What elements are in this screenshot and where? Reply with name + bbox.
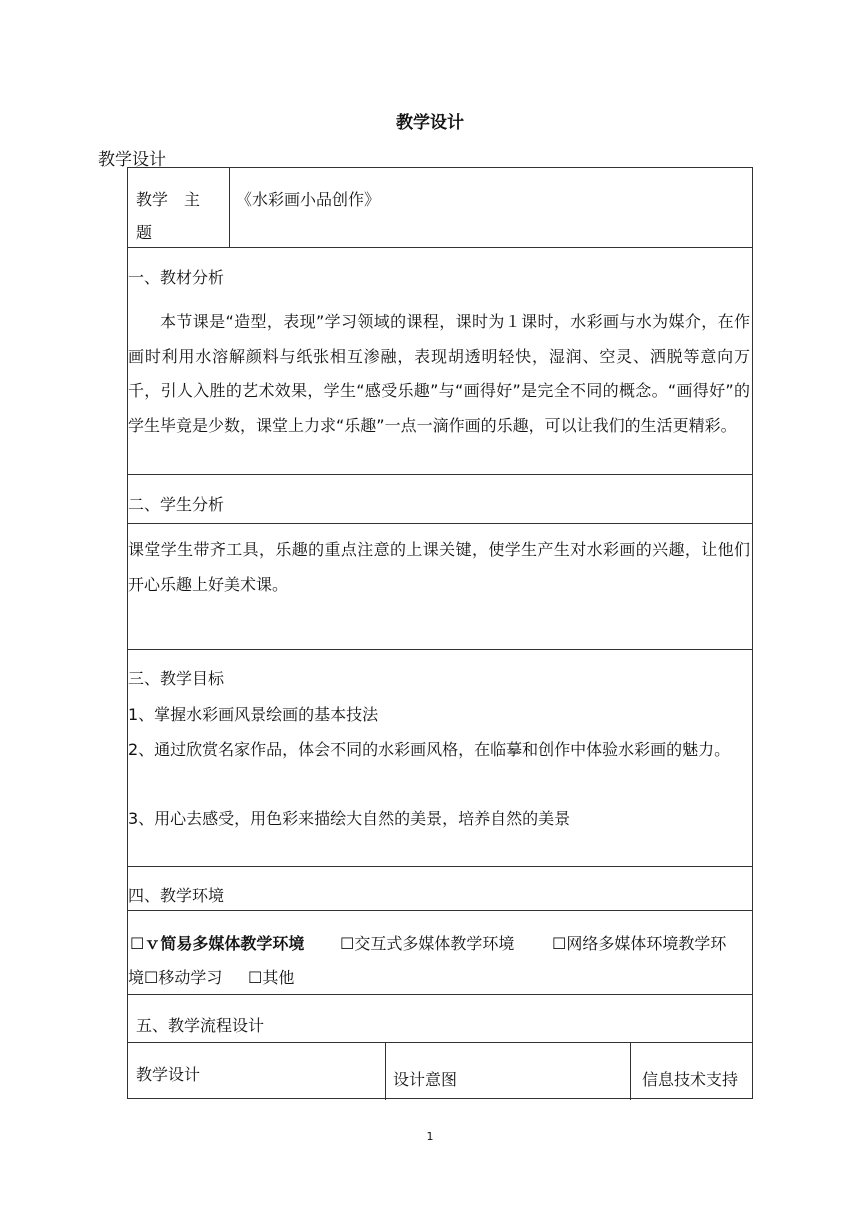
environment-heading: 四、教学环境 bbox=[128, 886, 225, 905]
row-divider bbox=[128, 1042, 752, 1043]
student-analysis-body: 课堂学生带齐工具，乐趣的重点注意的上课关键，使学生产生对水彩画的兴趣，让他们开心乐趣上好美术课。 bbox=[128, 540, 750, 594]
teaching-goal-item: 2、通过欣赏名家作品，体会不同的水彩画风格，在临摹和创作中体验水彩画的魅力。 bbox=[128, 740, 731, 759]
environment-option-other[interactable]: ☐其他 bbox=[248, 968, 295, 987]
textbook-analysis-body: 本节课是“造型，表现”学习领域的课程，课时为１课时，水彩画与水为媒介，在作画时利用水溶解颜料与纸张相互渗融，表现胡透明轻快，湿润、空灵、洒脱等意向万千，引人入胜的艺术效果，学生“感受乐趣”与“画得好”是完全不同的概念。“画得好”的学生毕竟是少数，课堂上力求“乐趣”一点一滴作画的乐趣，可以让我们的生活更精彩。 bbox=[128, 312, 750, 435]
row-divider bbox=[128, 523, 752, 524]
flow-design-heading: 五、教学流程设计 bbox=[136, 1016, 265, 1035]
document-title: 教学设计 bbox=[396, 113, 464, 133]
environment-option-simple-multimedia[interactable]: ☐ｖ简易多媒体教学环境 bbox=[130, 934, 305, 953]
environment-option-interactive[interactable]: ☐交互式多媒体教学环境 bbox=[340, 934, 515, 953]
teaching-goal-item: 1、掌握水彩画风景绘画的基本技法 bbox=[128, 705, 379, 724]
row-divider bbox=[128, 910, 752, 911]
row-divider bbox=[128, 474, 752, 475]
flow-column-divider bbox=[630, 1042, 631, 1100]
topic-label-line2: 题 bbox=[136, 223, 153, 242]
page-number: 1 bbox=[426, 1130, 434, 1143]
row-divider bbox=[128, 866, 752, 867]
row-divider bbox=[128, 994, 752, 995]
row-divider bbox=[128, 247, 752, 248]
environment-option-mobile[interactable]: ☐移动学习 bbox=[144, 968, 223, 987]
teaching-goals-heading: 三、教学目标 bbox=[128, 669, 225, 688]
environment-option-network-cont: 境 bbox=[128, 968, 145, 987]
topic-label-line1: 教学 主 bbox=[136, 190, 201, 209]
flow-column-design-intent: 设计意图 bbox=[393, 1070, 458, 1089]
topic-value: 《水彩画小品创作》 bbox=[236, 190, 381, 209]
textbook-analysis-heading: 一、教材分析 bbox=[128, 268, 225, 287]
row-divider bbox=[128, 649, 752, 650]
flow-column-teaching-design: 教学设计 bbox=[136, 1065, 201, 1084]
flow-column-divider bbox=[385, 1042, 386, 1100]
environment-option-network[interactable]: ☐网络多媒体环境教学环 bbox=[552, 934, 727, 953]
teaching-goal-item: 3、用心去感受，用色彩来描绘大自然的美景，培养自然的美景 bbox=[128, 809, 571, 828]
lesson-plan-table bbox=[127, 167, 753, 1099]
student-analysis-heading: 二、学生分析 bbox=[128, 495, 225, 514]
flow-column-it-support: 信息技术支持 bbox=[642, 1070, 739, 1089]
topic-column-divider bbox=[229, 168, 230, 247]
document-subtitle: 教学设计 bbox=[98, 150, 166, 170]
